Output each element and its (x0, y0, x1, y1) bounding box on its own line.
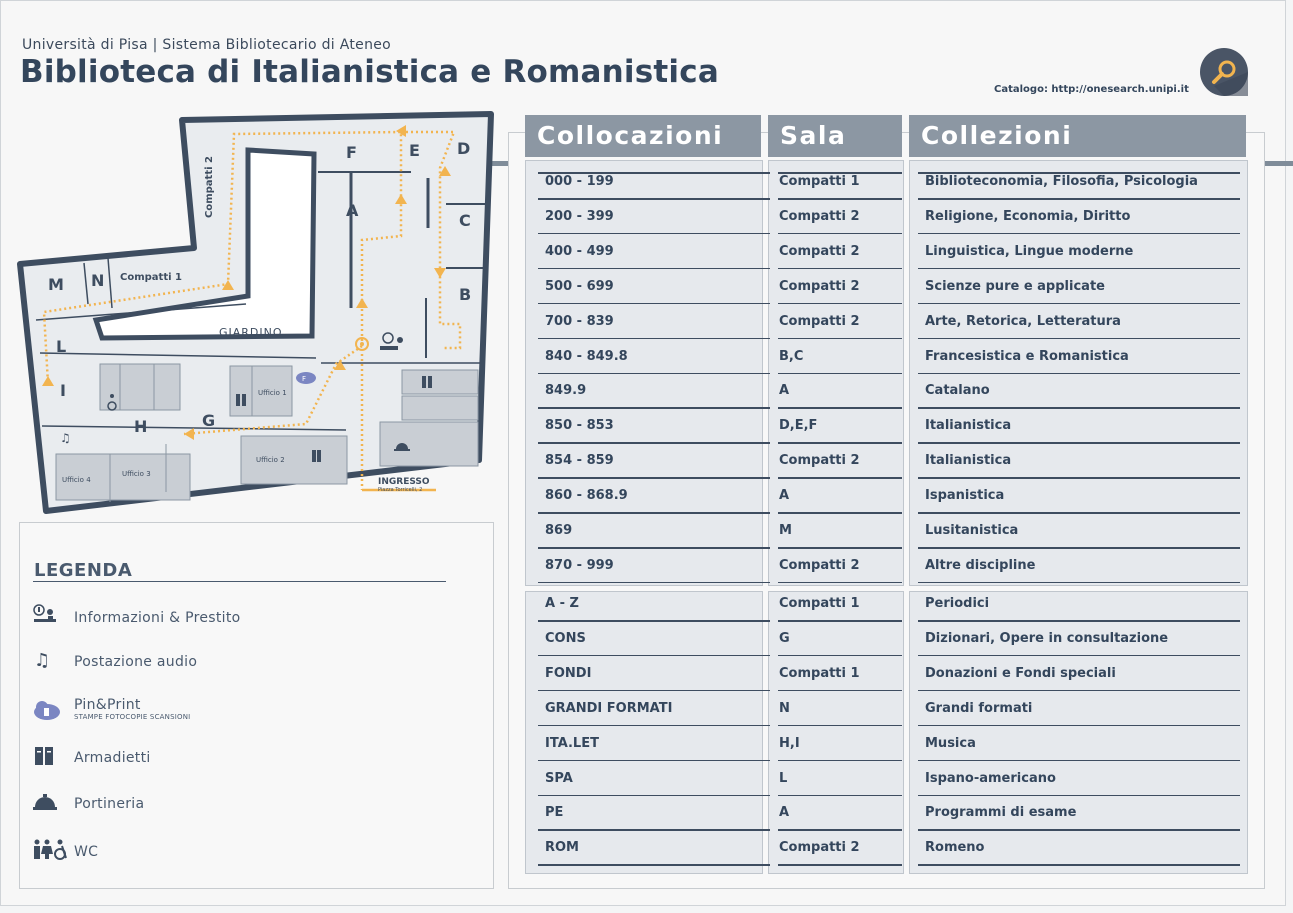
collocazione-cell: 840 - 849.8 (545, 348, 628, 364)
row-divider (918, 864, 1240, 866)
row-divider (778, 198, 902, 200)
legend-wc-label: WC (74, 844, 99, 860)
row-divider (538, 303, 770, 305)
room-n-label: N (91, 271, 105, 290)
row-divider (918, 760, 1240, 762)
audio-icon (32, 648, 60, 672)
row-divider (538, 620, 770, 622)
pin-print-icon (32, 698, 60, 722)
legend-bell-label: Portineria (74, 796, 145, 812)
collocazione-cell: 000 - 199 (545, 174, 614, 189)
row-divider (538, 582, 770, 584)
row-divider (778, 303, 902, 305)
collezione-cell: Italianistica (925, 453, 1012, 469)
header-collocazioni: Collocazioni (525, 115, 761, 157)
row-divider (538, 725, 770, 727)
row-divider (918, 268, 1240, 270)
bell-icon (32, 790, 60, 814)
legend-pinprint-sub: STAMPE FOTOCOPIE SCANSIONI (74, 713, 191, 721)
row-divider (538, 760, 770, 762)
row-divider (918, 829, 1240, 831)
giardino-label: GIARDINO (219, 326, 283, 339)
row-divider (918, 547, 1240, 549)
row-divider (778, 338, 902, 340)
collezione-cell: Programmi di esame (925, 805, 1077, 821)
sala-cell: L (779, 770, 788, 786)
ufficio3-label: Ufficio 3 (122, 470, 151, 478)
collezione-cell: Romeno (925, 840, 985, 856)
row-divider (538, 547, 770, 549)
row-divider (778, 725, 902, 727)
map-pin-print-icon (296, 372, 316, 384)
collezione-cell: Linguistica, Lingue moderne (925, 243, 1134, 259)
sala-cell: A (779, 488, 790, 504)
collezione-cell: Altre discipline (925, 557, 1036, 573)
row-divider (538, 407, 770, 409)
legend-divider (33, 581, 446, 582)
row-divider (778, 620, 902, 622)
catalog-link[interactable]: Catalogo: http://onesearch.unipi.it (994, 84, 1189, 95)
collezione-cell: Periodici (925, 596, 990, 611)
room-i-label: I (60, 381, 66, 400)
map-audio-icon (60, 431, 71, 445)
row-divider (918, 477, 1240, 479)
sala-cell: B,C (779, 348, 804, 364)
sala-cell: N (779, 700, 790, 716)
collocazione-cell: 700 - 839 (545, 313, 614, 329)
floor-map (16, 108, 496, 518)
legend-info-label: Informazioni & Prestito (74, 610, 241, 626)
sala-cell: Compatti 1 (779, 665, 860, 681)
sala-cell: Compatti 2 (779, 453, 860, 469)
room-f-label: F (346, 143, 357, 162)
room-d-label: D (457, 139, 471, 158)
row-divider (918, 172, 1240, 174)
room-g-label: G (202, 411, 216, 430)
university-line: Università di Pisa | Sistema Bibliotecario di Ateneo (22, 37, 392, 53)
collezione-cell: Ispanistica (925, 488, 1005, 504)
legend-title: LEGENDA (34, 560, 133, 581)
room-l-label: L (56, 337, 67, 356)
row-divider (918, 795, 1240, 797)
collocazione-cell: PE (545, 805, 564, 821)
sala-cell: Compatti 1 (779, 596, 860, 611)
sala-cell: Compatti 2 (779, 243, 860, 259)
collocazione-cell: CONS (545, 630, 586, 646)
compatti1-label: Compatti 1 (120, 272, 182, 283)
row-divider (778, 233, 902, 235)
collocazione-cell: 850 - 853 (545, 418, 614, 434)
collocazione-cell: ITA.LET (545, 735, 599, 751)
row-divider (918, 303, 1240, 305)
row-divider (538, 795, 770, 797)
row-divider (538, 338, 770, 340)
room-m-label: M (48, 275, 64, 294)
row-divider (918, 655, 1240, 657)
row-divider (778, 864, 902, 866)
info-desk-icon (32, 604, 60, 628)
row-divider (538, 198, 770, 200)
row-divider (778, 829, 902, 831)
ufficio1-label: Ufficio 1 (258, 389, 287, 397)
row-divider (778, 477, 902, 479)
search-button[interactable] (1200, 48, 1248, 96)
collezione-cell: Arte, Retorica, Letteratura (925, 313, 1121, 329)
row-divider (538, 442, 770, 444)
header-collezioni: Collezioni (909, 115, 1246, 157)
collocazione-cell: FONDI (545, 665, 592, 681)
sala-cell: G (779, 630, 790, 646)
room-a-label: A (346, 201, 359, 220)
legend-locker-label: Armadietti (74, 750, 151, 766)
ingresso-address: Piazza Torricelli, 2 (378, 487, 423, 493)
collezione-cell: Musica (925, 735, 976, 751)
sala-cell: Compatti 2 (779, 313, 860, 329)
svg-text:♫: ♫ (60, 431, 71, 445)
row-divider (538, 373, 770, 375)
row-divider (538, 477, 770, 479)
row-divider (778, 442, 902, 444)
collocazione-cell: 400 - 499 (545, 243, 614, 259)
room-e-label: E (409, 141, 420, 160)
row-divider (538, 655, 770, 657)
collocazione-cell: GRANDI FORMATI (545, 700, 673, 716)
ufficio2-label: Ufficio 2 (256, 456, 285, 464)
row-divider (538, 233, 770, 235)
search-icon (1200, 48, 1248, 96)
row-divider (918, 620, 1240, 622)
collezione-cell: Francesistica e Romanistica (925, 348, 1129, 364)
collocazione-cell: 200 - 399 (545, 208, 614, 224)
row-divider (778, 690, 902, 692)
row-divider (538, 268, 770, 270)
collezione-cell: Dizionari, Opere in consultazione (925, 630, 1169, 646)
legend-pinprint-label: Pin&Print (74, 697, 141, 713)
sala-cell: Compatti 2 (779, 208, 860, 224)
row-divider (778, 795, 902, 797)
row-divider (778, 268, 902, 270)
collezione-cell: Ispano-americano (925, 770, 1056, 786)
sala-cell: H,I (779, 735, 800, 751)
room-b-label: B (459, 285, 472, 304)
sala-cell: Compatti 2 (779, 278, 860, 294)
collocazione-cell: 860 - 868.9 (545, 488, 628, 504)
sala-cell: Compatti 1 (779, 174, 860, 189)
row-divider (918, 512, 1240, 514)
row-divider (778, 512, 902, 514)
row-divider (778, 407, 902, 409)
row-divider (538, 512, 770, 514)
collezione-cell: Biblioteconomia, Filosofia, Psicologia (925, 174, 1198, 189)
compatti2-label: Compatti 2 (204, 156, 215, 218)
collocazione-cell: 849.9 (545, 383, 587, 399)
row-divider (778, 547, 902, 549)
row-divider (778, 373, 902, 375)
sala-cell: A (779, 805, 790, 821)
collocazione-cell: 869 (545, 523, 573, 538)
sala-cell: M (779, 523, 792, 538)
row-divider (538, 864, 770, 866)
row-divider (778, 582, 902, 584)
row-divider (778, 655, 902, 657)
legend-audio-label: Postazione audio (74, 654, 198, 670)
page-title: Biblioteca di Italianistica e Romanistica (20, 54, 719, 90)
row-divider (918, 338, 1240, 340)
ingresso-label: INGRESSO (378, 477, 430, 487)
room-h-label: H (134, 417, 148, 436)
collocazione-cell: ROM (545, 840, 579, 856)
row-divider (918, 690, 1240, 692)
ufficio4-label: Ufficio 4 (62, 476, 91, 484)
sala-cell: Compatti 2 (779, 840, 860, 856)
collocazione-cell: 854 - 859 (545, 453, 614, 469)
row-divider (778, 760, 902, 762)
row-divider (538, 829, 770, 831)
sala-cell: A (779, 383, 790, 399)
wc-icon (32, 838, 72, 862)
row-divider (538, 172, 770, 174)
collezione-cell: Italianistica (925, 418, 1012, 434)
collezione-cell: Donazioni e Fondi speciali (925, 665, 1116, 681)
header-sala: Sala (768, 115, 902, 157)
locker-icon (32, 744, 60, 768)
row-divider (918, 442, 1240, 444)
svg-text:♫: ♫ (34, 650, 51, 671)
row-divider (918, 233, 1240, 235)
collezione-cell: Scienze pure e applicate (925, 278, 1105, 294)
collocazione-cell: A - Z (545, 596, 579, 611)
collocazione-cell: 870 - 999 (545, 557, 614, 573)
row-divider (918, 582, 1240, 584)
row-divider (538, 690, 770, 692)
row-divider (918, 407, 1240, 409)
row-divider (918, 198, 1240, 200)
row-divider (918, 725, 1240, 727)
sala-cell: D,E,F (779, 418, 818, 434)
collezione-cell: Grandi formati (925, 700, 1033, 716)
row-divider (918, 373, 1240, 375)
svg-text:F: F (302, 375, 307, 383)
collocazione-cell: SPA (545, 770, 573, 786)
collezione-cell: Religione, Economia, Diritto (925, 208, 1131, 224)
collezione-cell: Catalano (925, 383, 990, 399)
sala-cell: Compatti 2 (779, 557, 860, 573)
room-c-label: C (459, 211, 471, 230)
collezione-cell: Lusitanistica (925, 523, 1019, 538)
collocazione-cell: 500 - 699 (545, 278, 614, 294)
row-divider (778, 172, 902, 174)
